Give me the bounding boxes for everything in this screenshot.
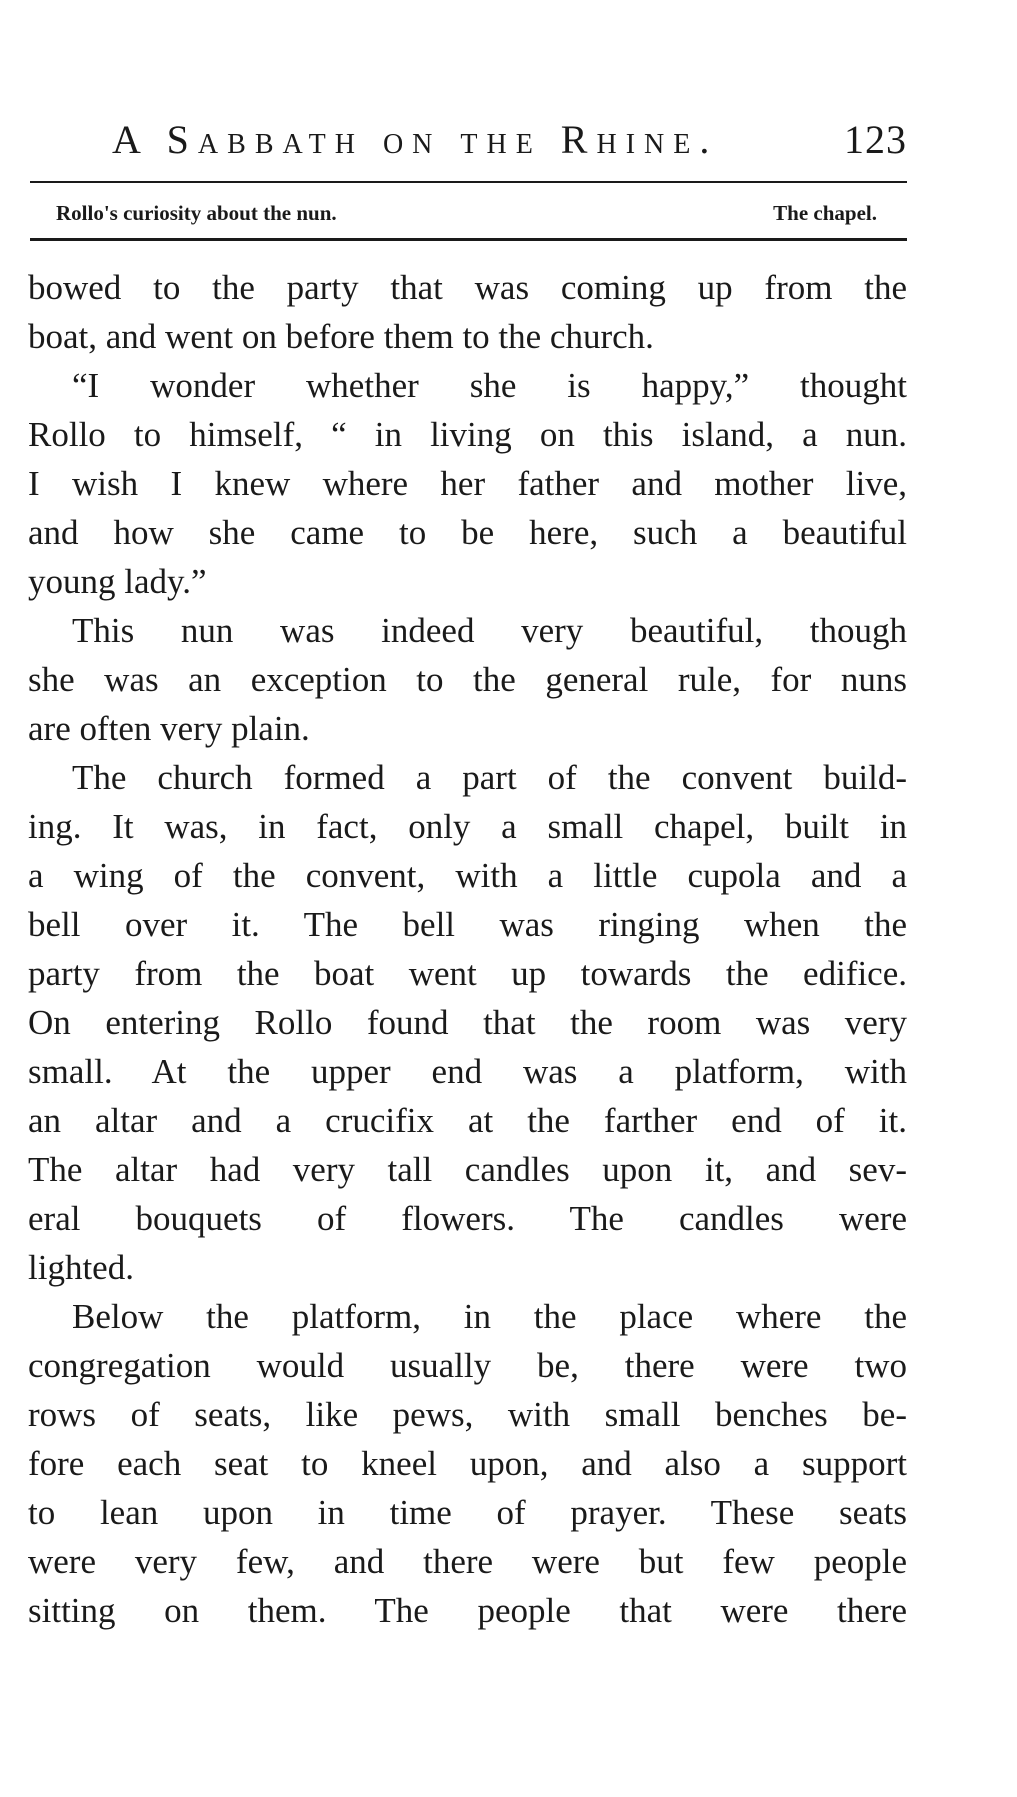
text-line: party from the boat went up towards the edifice. (28, 954, 907, 993)
text-line: congregation would usually be, there were two (28, 1346, 907, 1385)
text-line: sitting on them. The people that were there (28, 1591, 907, 1630)
text-line: to lean upon in time of prayer. These seats (28, 1493, 907, 1532)
text-line: On entering Rollo found that the room was very (28, 1003, 907, 1042)
header-rule-bottom (30, 238, 907, 241)
text-line: fore each seat to kneel upon, and also a support (28, 1444, 907, 1483)
section-subheadings (56, 196, 877, 230)
text-line: rows of seats, like pews, with small benches be- (28, 1395, 907, 1434)
text-line: boat, and went on before them to the church. (28, 317, 654, 356)
text-line: eral bouquets of flowers. The candles were (28, 1199, 907, 1238)
running-title: A Sabbath on the Rhine. (112, 117, 719, 162)
text-line: “I wonder whether she is happy,” thought (72, 366, 907, 405)
text-line: I wish I knew where her father and mother live, (28, 464, 907, 503)
page-number: 123 (844, 117, 907, 162)
text-line: Below the platform, in the place where the (72, 1297, 907, 1336)
text-line: she was an exception to the general rule, for nuns (28, 660, 907, 699)
text-line: an altar and a crucifix at the farther end of it. (28, 1101, 907, 1140)
text-line: lighted. (28, 1248, 134, 1287)
text-line: and how she came to be here, such a beautiful (28, 513, 907, 552)
text-line: are often very plain. (28, 709, 310, 748)
text-line: young lady.” (28, 562, 207, 601)
text-line: Rollo to himself, “ in living on this island, a nun. (28, 415, 907, 454)
text-line: were very few, and there were but few people (28, 1542, 907, 1581)
subheading-right: The chapel. (773, 201, 877, 225)
subheading-left: Rollo's curiosity about the nun. (56, 201, 337, 225)
text-line: small. At the upper end was a platform, with (28, 1052, 907, 1091)
text-line: The altar had very tall candles upon it, and sev- (28, 1150, 907, 1189)
text-line: bell over it. The bell was ringing when the (28, 905, 907, 944)
text-line: a wing of the convent, with a little cupola and a (28, 856, 907, 895)
header-rule-top (30, 181, 907, 183)
text-line: The church formed a part of the convent build- (72, 758, 907, 797)
text-line: ing. It was, in fact, only a small chapel, built in (28, 807, 907, 846)
body-text (28, 263, 907, 1635)
text-line: This nun was indeed very beautiful, though (72, 611, 907, 650)
text-line: bowed to the party that was coming up from the (28, 268, 907, 307)
running-head (112, 115, 907, 165)
